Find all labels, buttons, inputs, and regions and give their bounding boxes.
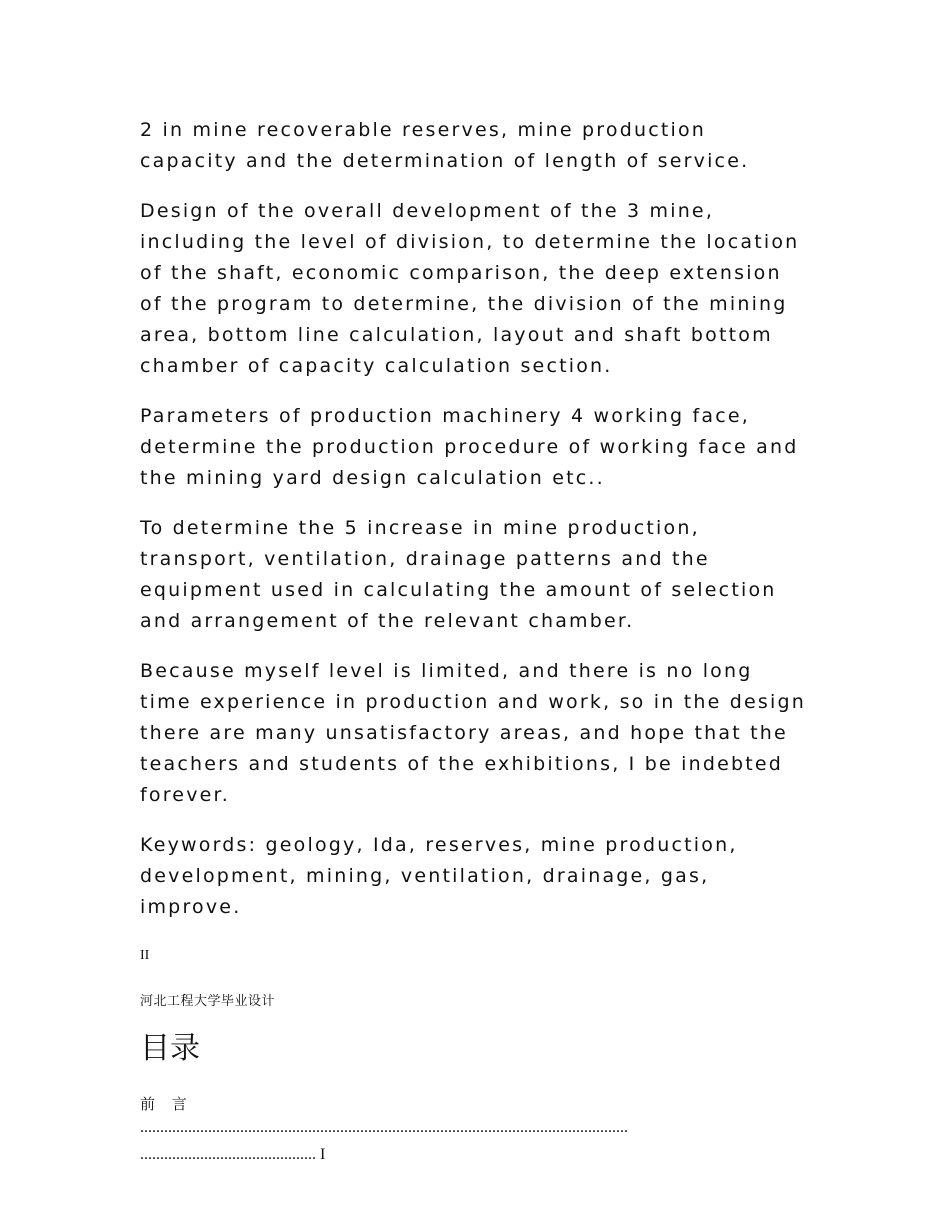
toc-entry-leader: .......................................................................................................................... — [140, 1119, 628, 1136]
abstract-paragraph-4: To determine the 5 increase in mine production, transport, ventilation, drainage patterns and the equipment used in calculating the amount of selection and arrangement of the relevant chamber. — [140, 517, 777, 632]
toc-entry-page-ref: ............................................ I — [140, 1146, 326, 1163]
abstract-paragraph-3: Parameters of production machinery 4 working face, determine the production procedure of working face and the mining yard design calculation etc.. — [140, 405, 799, 489]
keywords-paragraph: Keywords: geology, Ida, reserves, mine production, development, mining, ventilation, drainage, gas, improve. — [140, 834, 738, 918]
abstract-paragraph-5: Because myself level is limited, and there is no long time experience in production and work, so in the design there are many unsatisfactory areas, and hope that the teachers and students of the exhibitions, I be indebted forever. — [140, 660, 806, 806]
page-number: II — [140, 948, 150, 963]
toc-entry[interactable] — [140, 1093, 810, 1168]
running-header: 河北工程大学毕业设计 — [140, 994, 276, 1009]
document-page — [140, 115, 810, 1168]
abstract-paragraph-2: Design of the overall development of the 3 mine, including the level of division, to determine the location of the shaft, economic comparison, the deep extension of the program to determine, the division of the mining area, bottom line calculation, layout and shaft bottom chamber of capacity calculation section. — [140, 200, 800, 377]
toc-title: 目录 — [140, 1031, 200, 1066]
abstract-paragraph-1: 2 in mine recoverable reserves, mine production capacity and the determination of length of service. — [140, 119, 750, 172]
toc-entry-label: 前 言 — [140, 1095, 193, 1113]
